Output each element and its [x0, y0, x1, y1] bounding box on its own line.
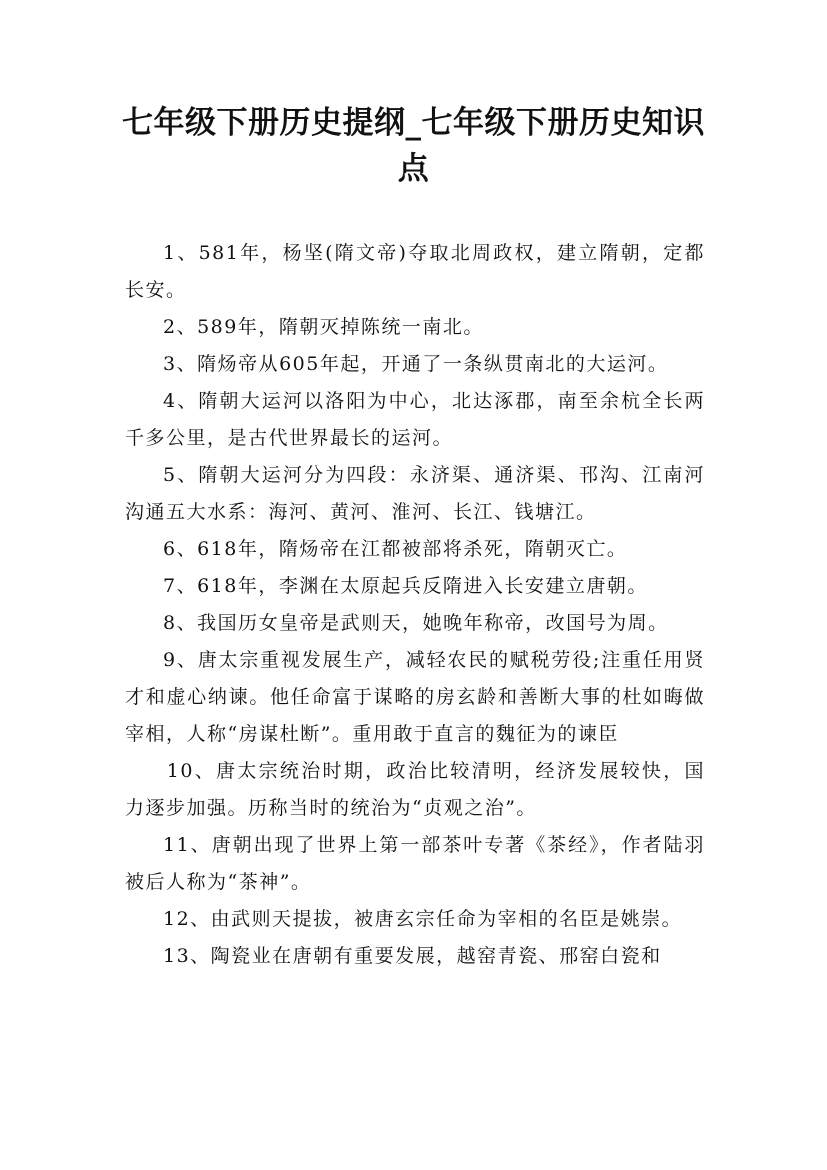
- paragraph-12: 12、由武则天提拔，被唐玄宗任命为宰相的名臣是姚崇。: [163, 908, 683, 930]
- paragraph-11: 11、唐朝出现了世界上第一部茶叶专著《茶经》，作者陆羽被后人称为“茶神”。: [125, 834, 705, 893]
- document-body: [125, 235, 705, 975]
- title-line-2: 点: [397, 151, 430, 187]
- paragraph-2: 2、589年，隋朝灭掉陈统一南北。: [163, 316, 484, 338]
- paragraph-6: 6、618年，隋炀帝在江都被部将杀死，隋朝灭亡。: [163, 538, 628, 560]
- paragraph-9: 9、唐太宗重视发展生产，减轻农民的赋税劳役;注重任用贤才和虚心纳谏。他任命富于谋略的房玄龄和善断大事的杜如晦做宰相，人称“房谋杜断”。重用敢于直言的魏征为的谏臣: [125, 649, 705, 745]
- paragraph-1: 1、581年，杨坚(隋文帝)夺取北周政权，建立隋朝，定都长安。: [125, 242, 705, 301]
- paragraph-10: 10、唐太宗统治时期，政治比较清明，经济发展较快，国力逐步加强。历称当时的统治为“贞观之治”。: [125, 760, 705, 819]
- paragraph-3: 3、隋炀帝从605年起，开通了一条纵贯南北的大运河。: [163, 353, 669, 375]
- paragraph-8: 8、我国历女皇帝是武则天，她晚年称帝，改国号为周。: [163, 612, 669, 634]
- paragraph-5: 5、隋朝大运河分为四段：永济渠、通济渠、邗沟、江南河沟通五大水系：海河、黄河、淮河、长江、钱塘江。: [125, 464, 705, 523]
- paragraph-7: 7、618年，李渊在太原起兵反隋进入长安建立唐朝。: [163, 575, 648, 597]
- paragraph-13: 13、陶瓷业在唐朝有重要发展，越窑青瓷、邢窑白瓷和: [163, 945, 662, 967]
- title-line-1: 七年级下册历史提纲_七年级下册历史知识: [122, 105, 705, 141]
- document-title: [100, 100, 727, 192]
- paragraph-4: 4、隋朝大运河以洛阳为中心，北达涿郡，南至余杭全长两千多公里，是古代世界最长的运河。: [125, 390, 705, 449]
